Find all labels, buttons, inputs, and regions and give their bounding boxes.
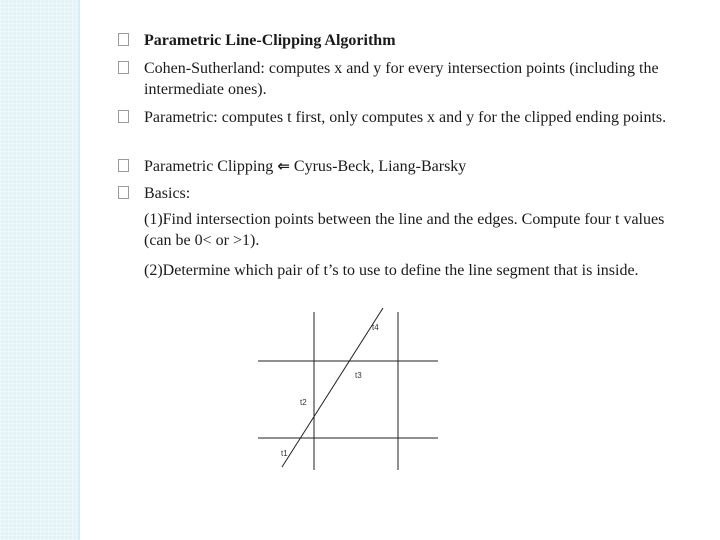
cyrus-beck-label: Cyrus-Beck, Liang-Barsky bbox=[293, 158, 467, 175]
label-t4: t4 bbox=[372, 323, 379, 332]
bullet-text-basics: Basics: bbox=[144, 185, 191, 202]
label-t2: t2 bbox=[300, 398, 307, 407]
label-t3: t3 bbox=[355, 371, 362, 380]
left-arrow-icon: ⇐ bbox=[277, 157, 290, 175]
bullet-text-parametric: Parametric: computes t first, only computes x and y for the clipped ending points. bbox=[144, 109, 667, 126]
label-t1: t1 bbox=[281, 449, 288, 458]
step-1-text: (1)Find intersection points between the line and the edges. Compute four t values (can be 0< or >1). bbox=[144, 211, 665, 249]
bullet-text-cohen-sutherland: Cohen-Sutherland: computes x and y for every intersection points (including the intermediate ones). bbox=[144, 60, 659, 98]
parametric-clipping-label: Parametric Clipping bbox=[144, 158, 274, 175]
diagonal-line-segment bbox=[282, 308, 383, 467]
step-2-text: (2)Determine which pair of t’s to use to define the line segment that is inside. bbox=[144, 262, 639, 279]
slide-title: Parametric Line-Clipping Algorithm bbox=[144, 32, 396, 49]
